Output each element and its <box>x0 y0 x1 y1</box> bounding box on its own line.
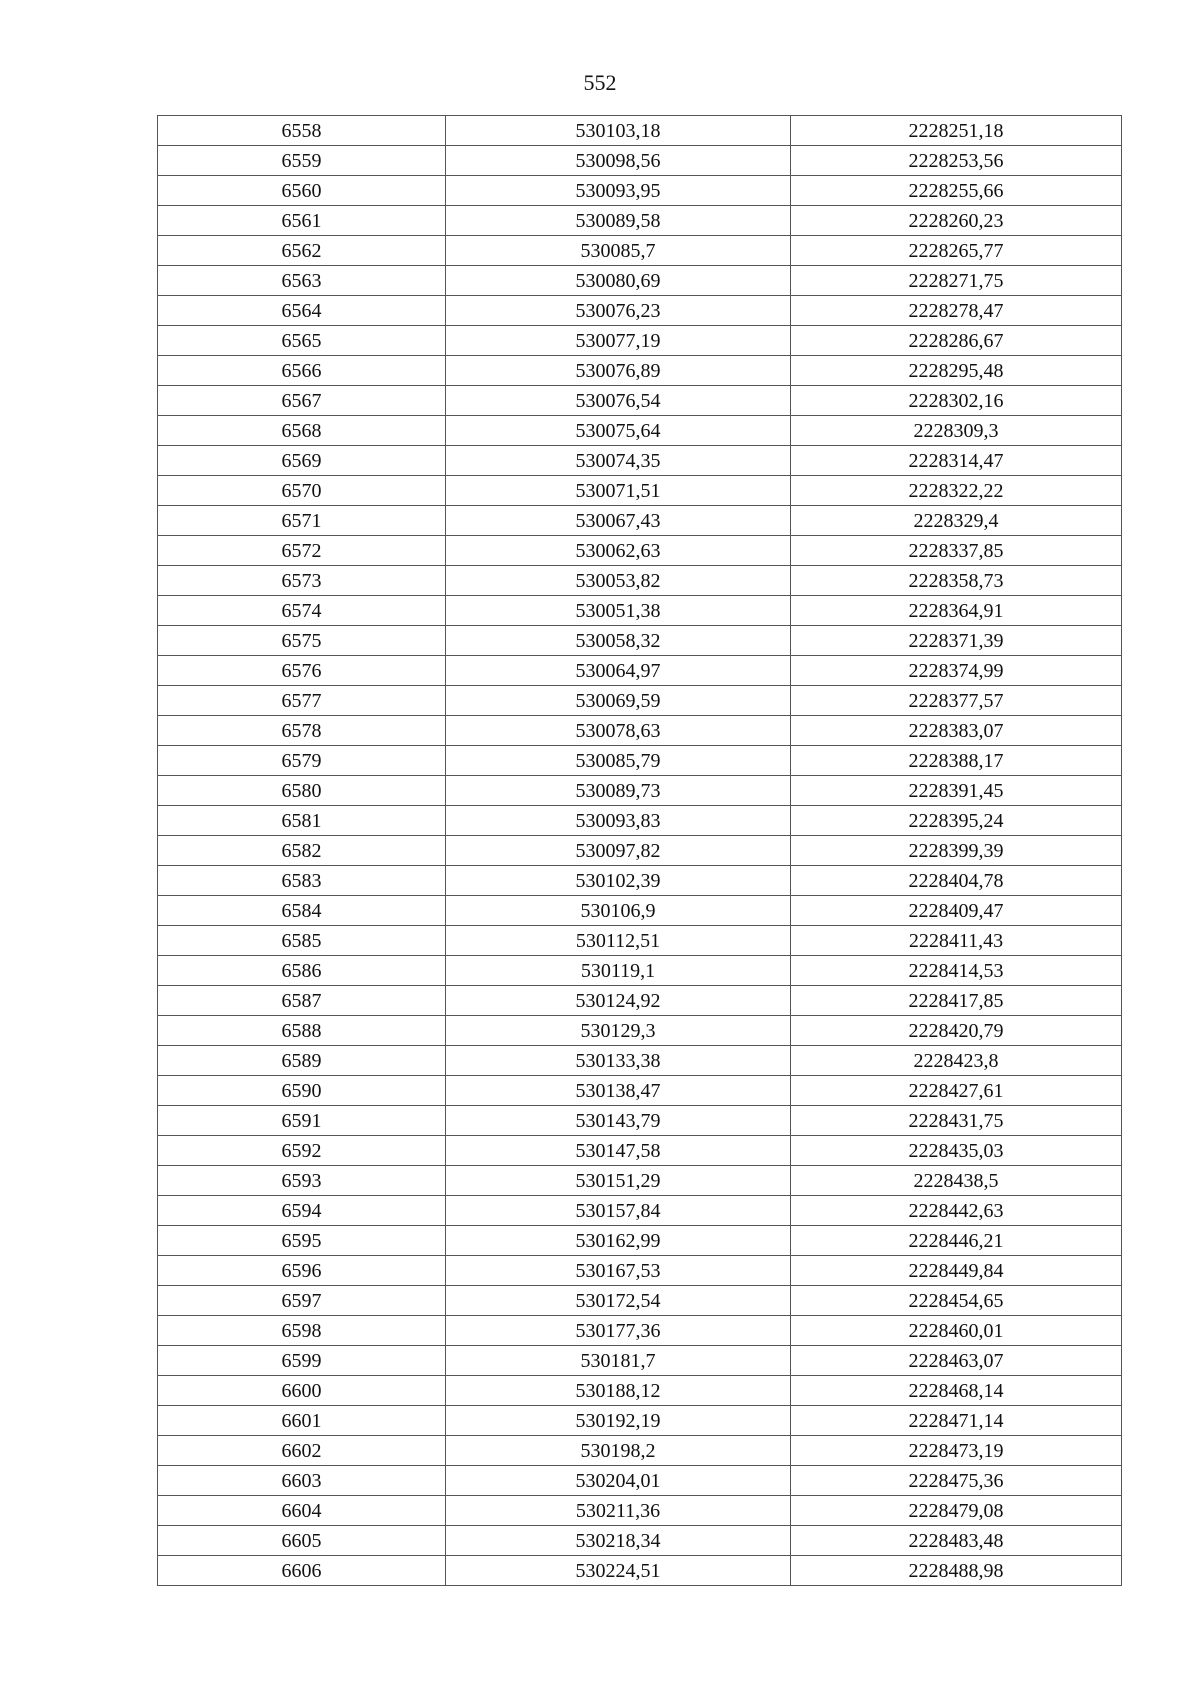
table-row <box>158 566 1122 596</box>
point-number-cell: 6566 <box>158 356 446 386</box>
x-coordinate-cell: 530064,97 <box>446 656 791 686</box>
table-row <box>158 506 1122 536</box>
y-coordinate-cell: 2228414,53 <box>791 956 1122 986</box>
table-row <box>158 1016 1122 1046</box>
point-number-cell: 6567 <box>158 386 446 416</box>
table-row <box>158 176 1122 206</box>
x-coordinate-cell: 530147,58 <box>446 1136 791 1166</box>
coordinates-table-body <box>158 116 1122 1586</box>
table-row <box>158 1166 1122 1196</box>
point-number-cell: 6589 <box>158 1046 446 1076</box>
x-coordinate-cell: 530089,73 <box>446 776 791 806</box>
table-row <box>158 1526 1122 1556</box>
point-number-cell: 6598 <box>158 1316 446 1346</box>
x-coordinate-cell: 530076,89 <box>446 356 791 386</box>
y-coordinate-cell: 2228253,56 <box>791 146 1122 176</box>
table-row <box>158 1106 1122 1136</box>
y-coordinate-cell: 2228260,23 <box>791 206 1122 236</box>
x-coordinate-cell: 530062,63 <box>446 536 791 566</box>
y-coordinate-cell: 2228435,03 <box>791 1136 1122 1166</box>
x-coordinate-cell: 530218,34 <box>446 1526 791 1556</box>
point-number-cell: 6558 <box>158 116 446 146</box>
point-number-cell: 6596 <box>158 1256 446 1286</box>
y-coordinate-cell: 2228391,45 <box>791 776 1122 806</box>
y-coordinate-cell: 2228479,08 <box>791 1496 1122 1526</box>
point-number-cell: 6592 <box>158 1136 446 1166</box>
point-number-cell: 6605 <box>158 1526 446 1556</box>
table-row <box>158 686 1122 716</box>
x-coordinate-cell: 530098,56 <box>446 146 791 176</box>
y-coordinate-cell: 2228388,17 <box>791 746 1122 776</box>
y-coordinate-cell: 2228473,19 <box>791 1436 1122 1466</box>
page-number: 552 <box>583 70 617 95</box>
point-number-cell: 6587 <box>158 986 446 1016</box>
x-coordinate-cell: 530106,9 <box>446 896 791 926</box>
point-number-cell: 6572 <box>158 536 446 566</box>
table-row <box>158 746 1122 776</box>
point-number-cell: 6577 <box>158 686 446 716</box>
x-coordinate-cell: 530129,3 <box>446 1016 791 1046</box>
x-coordinate-cell: 530204,01 <box>446 1466 791 1496</box>
table-row <box>158 1376 1122 1406</box>
table-row <box>158 1436 1122 1466</box>
table-row <box>158 446 1122 476</box>
point-number-cell: 6595 <box>158 1226 446 1256</box>
y-coordinate-cell: 2228411,43 <box>791 926 1122 956</box>
table-row <box>158 116 1122 146</box>
point-number-cell: 6575 <box>158 626 446 656</box>
table-row <box>158 1346 1122 1376</box>
y-coordinate-cell: 2228255,66 <box>791 176 1122 206</box>
point-number-cell: 6597 <box>158 1286 446 1316</box>
coordinates-table <box>157 115 1122 1586</box>
y-coordinate-cell: 2228302,16 <box>791 386 1122 416</box>
y-coordinate-cell: 2228295,48 <box>791 356 1122 386</box>
x-coordinate-cell: 530058,32 <box>446 626 791 656</box>
y-coordinate-cell: 2228364,91 <box>791 596 1122 626</box>
x-coordinate-cell: 530076,23 <box>446 296 791 326</box>
x-coordinate-cell: 530119,1 <box>446 956 791 986</box>
x-coordinate-cell: 530051,38 <box>446 596 791 626</box>
point-number-cell: 6581 <box>158 806 446 836</box>
x-coordinate-cell: 530211,36 <box>446 1496 791 1526</box>
table-row <box>158 986 1122 1016</box>
table-row <box>158 1136 1122 1166</box>
y-coordinate-cell: 2228438,5 <box>791 1166 1122 1196</box>
y-coordinate-cell: 2228337,85 <box>791 536 1122 566</box>
point-number-cell: 6565 <box>158 326 446 356</box>
point-number-cell: 6574 <box>158 596 446 626</box>
y-coordinate-cell: 2228488,98 <box>791 1556 1122 1586</box>
table-row <box>158 1196 1122 1226</box>
table-row <box>158 1286 1122 1316</box>
x-coordinate-cell: 530075,64 <box>446 416 791 446</box>
x-coordinate-cell: 530112,51 <box>446 926 791 956</box>
point-number-cell: 6578 <box>158 716 446 746</box>
x-coordinate-cell: 530192,19 <box>446 1406 791 1436</box>
y-coordinate-cell: 2228286,67 <box>791 326 1122 356</box>
table-row <box>158 956 1122 986</box>
table-row <box>158 596 1122 626</box>
y-coordinate-cell: 2228442,63 <box>791 1196 1122 1226</box>
point-number-cell: 6593 <box>158 1166 446 1196</box>
table-row <box>158 206 1122 236</box>
y-coordinate-cell: 2228383,07 <box>791 716 1122 746</box>
y-coordinate-cell: 2228471,14 <box>791 1406 1122 1436</box>
x-coordinate-cell: 530103,18 <box>446 116 791 146</box>
point-number-cell: 6573 <box>158 566 446 596</box>
point-number-cell: 6603 <box>158 1466 446 1496</box>
table-row <box>158 1466 1122 1496</box>
x-coordinate-cell: 530069,59 <box>446 686 791 716</box>
point-number-cell: 6580 <box>158 776 446 806</box>
point-number-cell: 6590 <box>158 1076 446 1106</box>
table-row <box>158 536 1122 566</box>
table-row <box>158 1256 1122 1286</box>
x-coordinate-cell: 530074,35 <box>446 446 791 476</box>
table-row <box>158 1046 1122 1076</box>
table-row <box>158 236 1122 266</box>
table-row <box>158 296 1122 326</box>
y-coordinate-cell: 2228265,77 <box>791 236 1122 266</box>
x-coordinate-cell: 530151,29 <box>446 1166 791 1196</box>
table-row <box>158 776 1122 806</box>
y-coordinate-cell: 2228468,14 <box>791 1376 1122 1406</box>
x-coordinate-cell: 530085,7 <box>446 236 791 266</box>
table-row <box>158 896 1122 926</box>
x-coordinate-cell: 530162,99 <box>446 1226 791 1256</box>
table-row <box>158 866 1122 896</box>
point-number-cell: 6560 <box>158 176 446 206</box>
point-number-cell: 6594 <box>158 1196 446 1226</box>
y-coordinate-cell: 2228431,75 <box>791 1106 1122 1136</box>
y-coordinate-cell: 2228329,4 <box>791 506 1122 536</box>
y-coordinate-cell: 2228395,24 <box>791 806 1122 836</box>
table-row <box>158 266 1122 296</box>
point-number-cell: 6584 <box>158 896 446 926</box>
y-coordinate-cell: 2228314,47 <box>791 446 1122 476</box>
x-coordinate-cell: 530167,53 <box>446 1256 791 1286</box>
point-number-cell: 6586 <box>158 956 446 986</box>
y-coordinate-cell: 2228463,07 <box>791 1346 1122 1376</box>
point-number-cell: 6579 <box>158 746 446 776</box>
point-number-cell: 6600 <box>158 1376 446 1406</box>
point-number-cell: 6576 <box>158 656 446 686</box>
table-row <box>158 1406 1122 1436</box>
x-coordinate-cell: 530133,38 <box>446 1046 791 1076</box>
point-number-cell: 6569 <box>158 446 446 476</box>
y-coordinate-cell: 2228271,75 <box>791 266 1122 296</box>
point-number-cell: 6562 <box>158 236 446 266</box>
x-coordinate-cell: 530143,79 <box>446 1106 791 1136</box>
table-row <box>158 476 1122 506</box>
point-number-cell: 6606 <box>158 1556 446 1586</box>
x-coordinate-cell: 530188,12 <box>446 1376 791 1406</box>
y-coordinate-cell: 2228454,65 <box>791 1286 1122 1316</box>
x-coordinate-cell: 530224,51 <box>446 1556 791 1586</box>
x-coordinate-cell: 530157,84 <box>446 1196 791 1226</box>
point-number-cell: 6601 <box>158 1406 446 1436</box>
x-coordinate-cell: 530093,83 <box>446 806 791 836</box>
y-coordinate-cell: 2228449,84 <box>791 1256 1122 1286</box>
y-coordinate-cell: 2228483,48 <box>791 1526 1122 1556</box>
y-coordinate-cell: 2228251,18 <box>791 116 1122 146</box>
y-coordinate-cell: 2228409,47 <box>791 896 1122 926</box>
point-number-cell: 6604 <box>158 1496 446 1526</box>
x-coordinate-cell: 530085,79 <box>446 746 791 776</box>
y-coordinate-cell: 2228309,3 <box>791 416 1122 446</box>
table-row <box>158 1556 1122 1586</box>
x-coordinate-cell: 530071,51 <box>446 476 791 506</box>
y-coordinate-cell: 2228420,79 <box>791 1016 1122 1046</box>
table-row <box>158 1226 1122 1256</box>
point-number-cell: 6570 <box>158 476 446 506</box>
point-number-cell: 6602 <box>158 1436 446 1466</box>
table-row <box>158 926 1122 956</box>
x-coordinate-cell: 530078,63 <box>446 716 791 746</box>
point-number-cell: 6582 <box>158 836 446 866</box>
table-row <box>158 356 1122 386</box>
x-coordinate-cell: 530080,69 <box>446 266 791 296</box>
table-row <box>158 656 1122 686</box>
x-coordinate-cell: 530198,2 <box>446 1436 791 1466</box>
y-coordinate-cell: 2228446,21 <box>791 1226 1122 1256</box>
y-coordinate-cell: 2228322,22 <box>791 476 1122 506</box>
point-number-cell: 6591 <box>158 1106 446 1136</box>
table-row <box>158 806 1122 836</box>
point-number-cell: 6561 <box>158 206 446 236</box>
y-coordinate-cell: 2228475,36 <box>791 1466 1122 1496</box>
table-row <box>158 1316 1122 1346</box>
table-row <box>158 836 1122 866</box>
x-coordinate-cell: 530089,58 <box>446 206 791 236</box>
y-coordinate-cell: 2228358,73 <box>791 566 1122 596</box>
table-row <box>158 1496 1122 1526</box>
y-coordinate-cell: 2228278,47 <box>791 296 1122 326</box>
y-coordinate-cell: 2228460,01 <box>791 1316 1122 1346</box>
x-coordinate-cell: 530177,36 <box>446 1316 791 1346</box>
point-number-cell: 6585 <box>158 926 446 956</box>
x-coordinate-cell: 530093,95 <box>446 176 791 206</box>
table-row <box>158 326 1122 356</box>
table-row <box>158 416 1122 446</box>
point-number-cell: 6583 <box>158 866 446 896</box>
y-coordinate-cell: 2228404,78 <box>791 866 1122 896</box>
y-coordinate-cell: 2228417,85 <box>791 986 1122 1016</box>
y-coordinate-cell: 2228371,39 <box>791 626 1122 656</box>
x-coordinate-cell: 530102,39 <box>446 866 791 896</box>
x-coordinate-cell: 530076,54 <box>446 386 791 416</box>
y-coordinate-cell: 2228423,8 <box>791 1046 1122 1076</box>
point-number-cell: 6571 <box>158 506 446 536</box>
x-coordinate-cell: 530124,92 <box>446 986 791 1016</box>
table-row <box>158 1076 1122 1106</box>
y-coordinate-cell: 2228399,39 <box>791 836 1122 866</box>
point-number-cell: 6563 <box>158 266 446 296</box>
x-coordinate-cell: 530077,19 <box>446 326 791 356</box>
point-number-cell: 6568 <box>158 416 446 446</box>
y-coordinate-cell: 2228374,99 <box>791 656 1122 686</box>
x-coordinate-cell: 530067,43 <box>446 506 791 536</box>
x-coordinate-cell: 530053,82 <box>446 566 791 596</box>
x-coordinate-cell: 530181,7 <box>446 1346 791 1376</box>
point-number-cell: 6564 <box>158 296 446 326</box>
table-row <box>158 626 1122 656</box>
table-row <box>158 386 1122 416</box>
table-row <box>158 146 1122 176</box>
table-row <box>158 716 1122 746</box>
point-number-cell: 6599 <box>158 1346 446 1376</box>
y-coordinate-cell: 2228377,57 <box>791 686 1122 716</box>
point-number-cell: 6588 <box>158 1016 446 1046</box>
x-coordinate-cell: 530172,54 <box>446 1286 791 1316</box>
point-number-cell: 6559 <box>158 146 446 176</box>
x-coordinate-cell: 530097,82 <box>446 836 791 866</box>
x-coordinate-cell: 530138,47 <box>446 1076 791 1106</box>
y-coordinate-cell: 2228427,61 <box>791 1076 1122 1106</box>
